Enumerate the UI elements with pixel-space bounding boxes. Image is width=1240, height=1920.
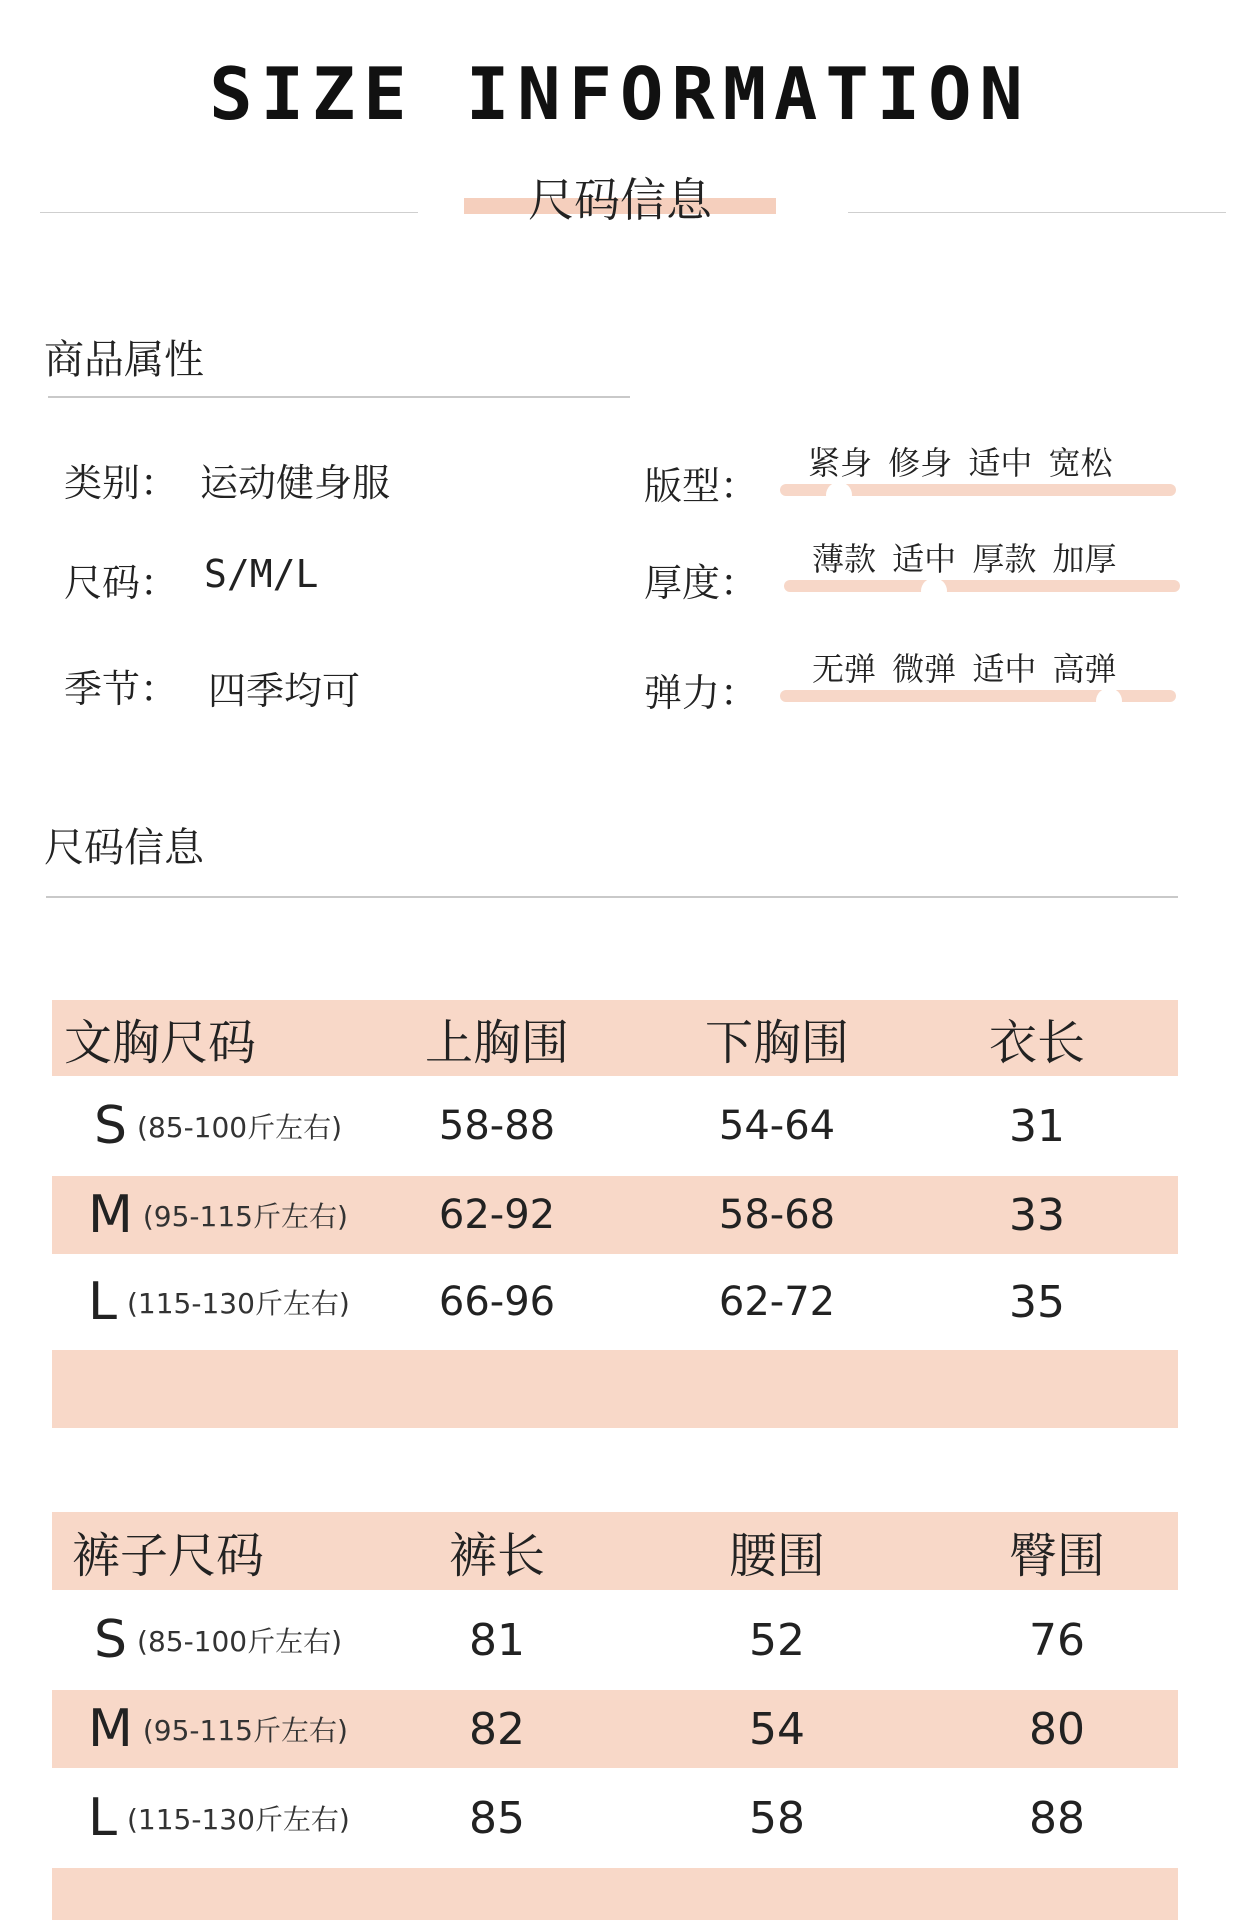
size-letter: S — [94, 1610, 128, 1670]
table-cell — [932, 1254, 1142, 1350]
hip-value: 76 — [1029, 1614, 1085, 1666]
table-cell — [392, 1768, 602, 1868]
upper-chest-value: 66-96 — [438, 1279, 556, 1325]
size-value: S/M/L — [204, 552, 319, 596]
header-text: 腰围 — [728, 1527, 825, 1584]
table-header-cell — [952, 1512, 1162, 1590]
table-header-row — [52, 1000, 1178, 1076]
size-cell — [94, 1076, 394, 1176]
size-cell — [88, 1768, 408, 1868]
size-letter: L — [88, 1272, 117, 1332]
size-letter: L — [88, 1788, 117, 1848]
waist-value: 52 — [749, 1614, 805, 1666]
season-label: 季节： — [64, 667, 179, 711]
fit-options: 紧身 修身 适中 宽松 — [808, 444, 1113, 482]
size-weight: (115-130斤左右) — [126, 1287, 350, 1320]
size-cell — [88, 1176, 388, 1254]
attributes-section-title: 商品属性 — [44, 337, 204, 383]
table-cell — [952, 1690, 1162, 1768]
size-weight: (85-100斤左右) — [137, 1111, 343, 1144]
header-text: 文胸尺码 — [64, 1014, 257, 1071]
size-weight: (95-115斤左右) — [142, 1200, 348, 1233]
fit-scale — [780, 484, 1176, 504]
size-cell — [94, 1590, 394, 1690]
thickness-scale — [784, 580, 1180, 600]
header-text: 臀围 — [1008, 1527, 1105, 1584]
fit-scale-marker — [826, 482, 852, 508]
waist-value: 58 — [749, 1792, 805, 1844]
size-cell — [88, 1690, 388, 1768]
table-cell — [932, 1176, 1142, 1254]
thickness-scale-marker — [921, 578, 947, 604]
table-cell — [672, 1176, 882, 1254]
table-footer-band — [52, 1868, 1178, 1920]
thickness-label: 厚度： — [644, 561, 759, 605]
thickness-options: 薄款 适中 厚款 加厚 — [812, 540, 1117, 578]
table-cell — [672, 1254, 882, 1350]
hip-value: 80 — [1029, 1703, 1085, 1755]
table-cell — [952, 1590, 1162, 1690]
header-text: 裤长 — [448, 1527, 545, 1584]
length-value: 31 — [1009, 1100, 1065, 1152]
table-cell — [672, 1690, 882, 1768]
header-text: 裤子尺码 — [72, 1527, 265, 1584]
size-letter: M — [88, 1185, 133, 1245]
header-text: 上胸围 — [424, 1014, 569, 1071]
size-weight: (115-130斤左右) — [126, 1803, 350, 1836]
main-title: SIZE INFORMATION — [209, 52, 1031, 136]
table-cell — [672, 1768, 882, 1868]
thickness-scale-bar — [784, 580, 1180, 592]
size-section-title: 尺码信息 — [44, 825, 204, 871]
table-header-cell — [392, 1512, 602, 1590]
pants-length-value: 81 — [469, 1614, 525, 1666]
table-row — [52, 1176, 1178, 1254]
table-cell — [672, 1590, 882, 1690]
size-letter: M — [88, 1699, 133, 1759]
lower-chest-value: 54-64 — [718, 1103, 836, 1149]
elasticity-label: 弹力： — [644, 671, 759, 715]
lower-chest-value: 62-72 — [718, 1279, 836, 1325]
size-cell — [88, 1254, 408, 1350]
table-header-cell — [64, 1000, 304, 1076]
table-header-row — [52, 1512, 1178, 1590]
table-footer-band — [52, 1350, 1178, 1428]
pants-size-table — [52, 1512, 1178, 1920]
fit-label: 版型： — [644, 464, 759, 508]
subtitle: 尺码信息 — [528, 173, 712, 227]
table-cell — [392, 1690, 602, 1768]
table-header-cell — [672, 1512, 882, 1590]
table-cell — [952, 1768, 1162, 1868]
table-row — [52, 1768, 1178, 1868]
waist-value: 54 — [749, 1703, 805, 1755]
header-text: 衣长 — [988, 1014, 1085, 1071]
table-row — [52, 1690, 1178, 1768]
length-value: 33 — [1009, 1189, 1065, 1241]
category-value: 运动健身服 — [200, 461, 391, 505]
category-label: 类别： — [64, 461, 179, 505]
elasticity-scale-marker — [1096, 688, 1122, 714]
header-text: 下胸围 — [704, 1014, 849, 1071]
pants-length-value: 85 — [469, 1792, 525, 1844]
table-cell — [392, 1076, 602, 1176]
elasticity-options: 无弹 微弹 适中 高弹 — [812, 650, 1117, 688]
table-header-cell — [932, 1000, 1142, 1076]
size-weight: (95-115斤左右) — [142, 1714, 348, 1747]
size-weight: (85-100斤左右) — [137, 1625, 343, 1658]
table-cell — [392, 1590, 602, 1690]
table-row — [52, 1076, 1178, 1176]
table-cell — [672, 1076, 882, 1176]
attributes-section-rule — [48, 396, 630, 398]
table-cell — [392, 1176, 602, 1254]
size-section-rule — [46, 896, 1178, 898]
table-header-cell — [72, 1512, 312, 1590]
size-label: 尺码： — [64, 561, 179, 605]
pants-length-value: 82 — [469, 1703, 525, 1755]
length-value: 35 — [1009, 1276, 1065, 1328]
table-cell — [932, 1076, 1142, 1176]
table-row — [52, 1254, 1178, 1350]
season-value: 四季均可 — [208, 669, 361, 713]
elasticity-scale — [780, 690, 1176, 710]
upper-chest-value: 62-92 — [438, 1192, 556, 1238]
upper-chest-value: 58-88 — [438, 1103, 556, 1149]
bra-size-table — [52, 1000, 1178, 1428]
lower-chest-value: 58-68 — [718, 1192, 836, 1238]
size-letter: S — [94, 1096, 128, 1156]
hip-value: 88 — [1029, 1792, 1085, 1844]
table-row — [52, 1590, 1178, 1690]
table-header-cell — [672, 1000, 882, 1076]
table-header-cell — [392, 1000, 602, 1076]
table-cell — [392, 1254, 602, 1350]
